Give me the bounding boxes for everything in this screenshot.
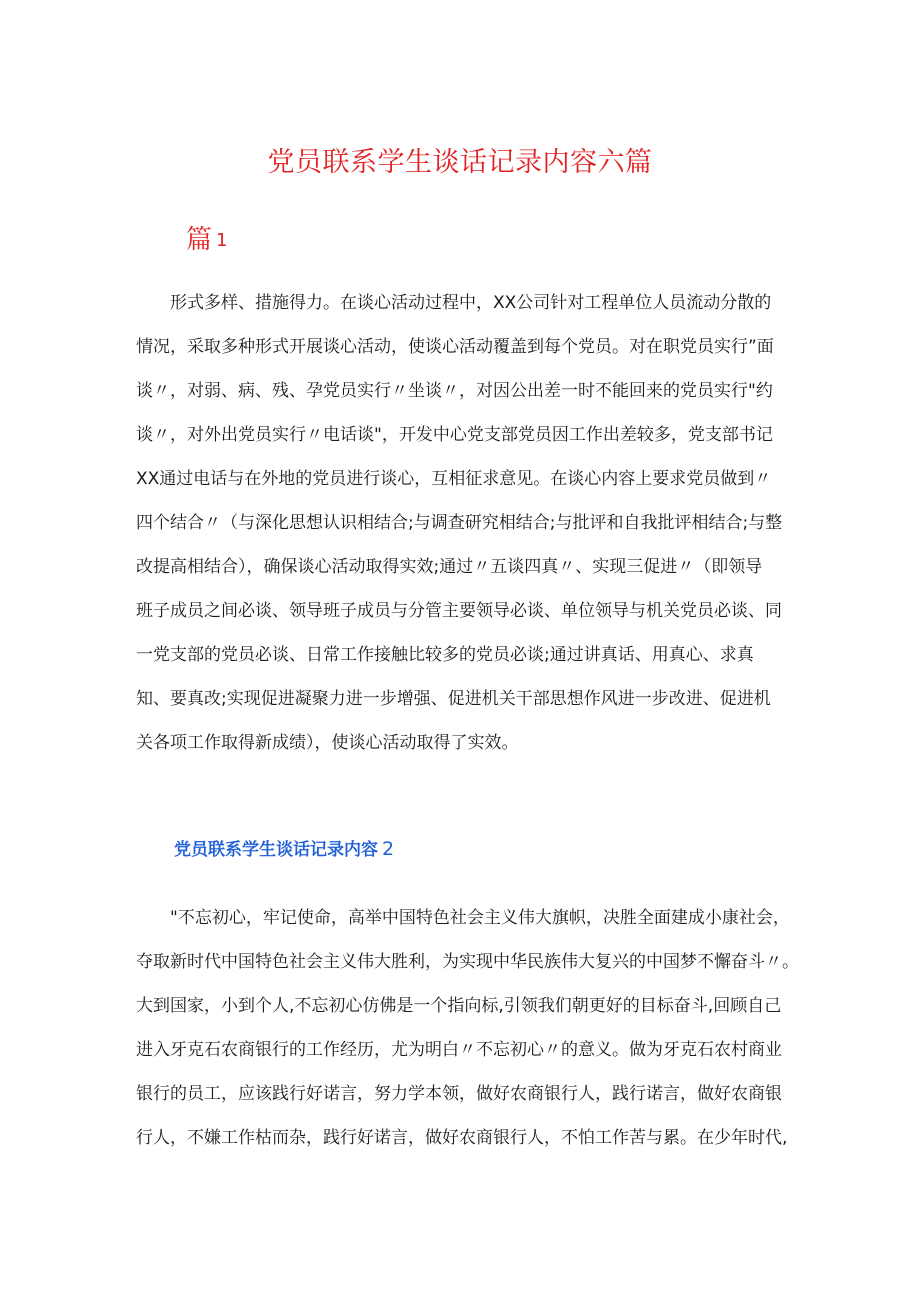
paragraph-line: 大到国家，小到个人,不忘初心仿佛是一个指向标,引领我们朝更好的目标奋斗,回顾自己 — [136, 996, 782, 1016]
paragraph-line: 关各项工作取得新成绩），使谈心活动取得了实效。 — [136, 733, 519, 753]
section-1-heading-number: 1 — [216, 230, 228, 251]
section-2-heading — [174, 834, 394, 865]
section-2-heading-label: 党员联系学生谈话记录内容 — [174, 840, 378, 860]
document-title: 党员联系学生谈话记录内容六篇 — [267, 147, 653, 178]
paragraph-line: 谈〃，对外出党员实行〃电话谈"，开发中心党支部党员因工作出差较多，党支部书记 — [136, 425, 773, 445]
paragraph-line: 银行的员工，应该践行好诺言，努力学本领，做好农商银行人，践行诺言，做好农商银 — [136, 1084, 782, 1104]
paragraph-line: 一党支部的党员必谈、日常工作接触比较多的党员必谈;通过讲真话、用真心、求真 — [136, 645, 754, 665]
paragraph-line: "不忘初心，牢记使命，高举中国特色社会主义伟大旗帜，决胜全面建成小康社会， — [170, 908, 790, 928]
paragraph-line: 知、要真改;实现促进凝聚力进一步增强、促进机关干部思想作风进一步改进、促进机 — [136, 689, 771, 709]
section-2-paragraph — [136, 896, 799, 1160]
paragraph-line: 形式多样、措施得力。在谈心活动过程中，XX公司针对工程单位人员流动分散的 — [170, 293, 772, 313]
section-2-heading-number: 2 — [382, 838, 395, 860]
paragraph-line: 夺取新时代中国特色社会主义伟大胜利，为实现中华民族伟大复兴的中国梦不懈奋斗〃。 — [136, 952, 799, 972]
section-1-heading — [186, 222, 227, 259]
paragraph-line: 行人，不嫌工作枯而杂，践行好诺言，做好农商银行人，不怕工作苦与累。在少年时代, — [136, 1128, 788, 1148]
paragraph-line: 情况，采取多种形式开展谈心活动，使谈心活动覆盖到每个党员。对在职党员实行”面 — [136, 337, 774, 357]
paragraph-line: XX通过电话与在外地的党员进行谈心，互相征求意见。在谈心内容上要求党员做到〃 — [136, 469, 772, 489]
section-1-heading-label: 篇 — [186, 225, 213, 255]
paragraph-line: 四个结合〃（与深化思想认识相结合;与调查研究相结合;与批评和自我批评相结合;与整 — [136, 513, 783, 533]
paragraph-line: 改提高相结合），确保谈心活动取得实效;通过〃五谈四真〃、实现三促进〃（即领导 — [136, 557, 763, 577]
section-1-paragraph — [136, 281, 784, 765]
paragraph-line: 班子成员之间必谈、领导班子成员与分管主要领导必谈、单位领导与机关党员必谈、同 — [136, 601, 782, 621]
paragraph-line: 谈〃，对弱、病、残、孕党员实行〃坐谈〃，对因公出差一时不能回来的党员实行"约 — [136, 381, 773, 401]
paragraph-line: 进入牙克石农商银行的工作经历，尤为明白〃不忘初心〃的意义。做为牙克石农村商业 — [136, 1040, 782, 1060]
